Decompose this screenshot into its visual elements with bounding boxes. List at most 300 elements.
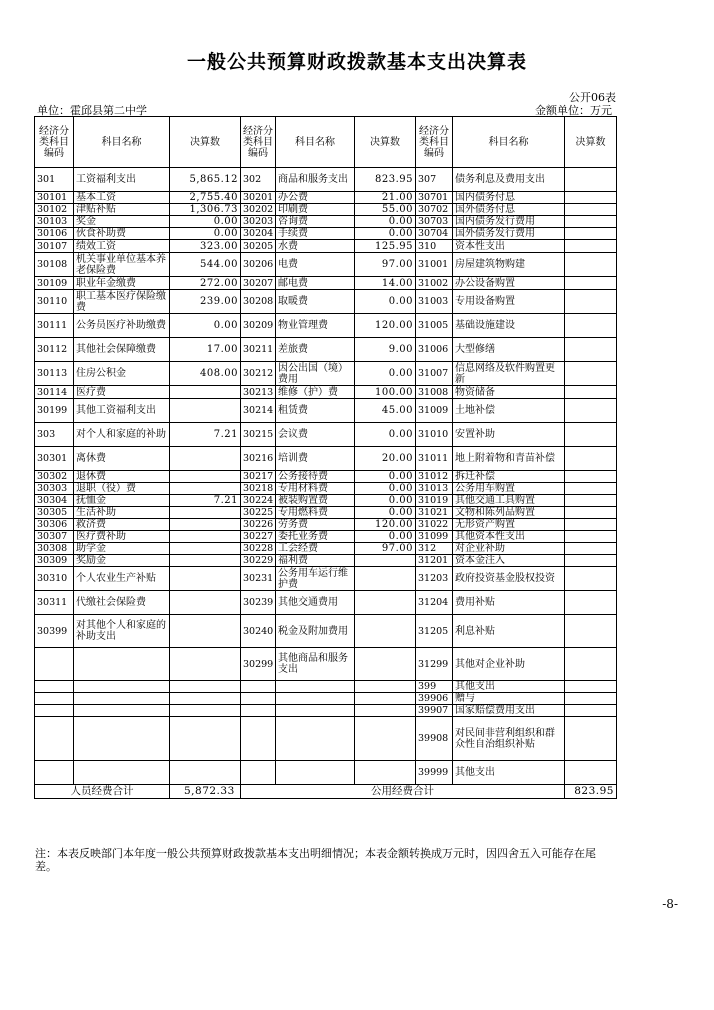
cell-code-3: 31011: [416, 447, 453, 471]
cell-name-2: [276, 693, 355, 705]
cell-name-2: 水费: [276, 240, 355, 253]
table-row: [35, 338, 617, 362]
cell-amount-3: [565, 228, 617, 240]
cell-code-2: 30203: [241, 216, 276, 228]
header-code-3: 经济分类科目编码: [416, 117, 453, 168]
cell-name-2: 劳务费: [276, 519, 355, 531]
cell-name-2: 物业管理费: [276, 314, 355, 338]
cell-name-2: 公务用车运行维护费: [276, 567, 355, 591]
cell-name-2: 其他交通费用: [276, 591, 355, 615]
cell-code-2: 30227: [241, 531, 276, 543]
cell-code-1: 30399: [35, 615, 74, 648]
header-code-1: 经济分类科目编码: [35, 117, 74, 168]
cell-amount-2: 100.00: [355, 386, 416, 399]
cell-name-3: 信息网络及软件购置更新: [453, 362, 565, 386]
cell-code-2: 30201: [241, 192, 276, 204]
cell-name-1: 对其他个人和家庭的补助支出: [74, 615, 170, 648]
cell-name-2: 税金及附加费用: [276, 615, 355, 648]
cell-amount-3: [565, 399, 617, 423]
cell-name-1: [74, 705, 170, 717]
cell-name-3: 其他交通工具购置: [453, 495, 565, 507]
cell-amount-3: [565, 314, 617, 338]
cell-code-2: 30226: [241, 519, 276, 531]
cell-amount-1: [170, 507, 241, 519]
cell-name-1: [74, 717, 170, 761]
cell-name-3: 费用补贴: [453, 591, 565, 615]
cell-code-1: 30308: [35, 543, 74, 555]
table-row: [35, 290, 617, 314]
cell-amount-3: [565, 555, 617, 567]
cell-code-1: 30108: [35, 253, 74, 277]
cell-name-3: 国家赔偿费用支出: [453, 705, 565, 717]
cell-name-1: 绩效工资: [74, 240, 170, 253]
cell-amount-1: 544.00: [170, 253, 241, 277]
cell-code-2: 30228: [241, 543, 276, 555]
cell-name-1: 退休费: [74, 471, 170, 483]
cell-amount-3: [565, 253, 617, 277]
cell-code-3: 31006: [416, 338, 453, 362]
cell-amount-3: [565, 693, 617, 705]
cell-amount-1: [170, 693, 241, 705]
cell-name-3: 其他支出: [453, 761, 565, 785]
table-row: [35, 717, 617, 761]
cell-amount-3: [565, 168, 617, 192]
cell-name-3: 国外债务发行费用: [453, 228, 565, 240]
cell-name-3: 其他支出: [453, 681, 565, 693]
cell-code-3: 31007: [416, 362, 453, 386]
cell-amount-1: [170, 483, 241, 495]
table-row: [35, 495, 617, 507]
cell-code-3: 30703: [416, 216, 453, 228]
table-row: [35, 240, 617, 253]
cell-code-1: 30112: [35, 338, 74, 362]
cell-name-1: 救济费: [74, 519, 170, 531]
cell-name-2: 其他商品和服务支出: [276, 648, 355, 681]
cell-name-2: 办公费: [276, 192, 355, 204]
cell-code-1: 30101: [35, 192, 74, 204]
cell-amount-3: [565, 277, 617, 290]
cell-name-1: 公务员医疗补助缴费: [74, 314, 170, 338]
cell-code-1: 30304: [35, 495, 74, 507]
cell-amount-1: 5,865.12: [170, 168, 241, 192]
cell-name-3: 对企业补助: [453, 543, 565, 555]
cell-code-3: 31012: [416, 471, 453, 483]
cell-code-2: 30211: [241, 338, 276, 362]
cell-code-1: [35, 761, 74, 785]
cell-name-1: 退职（役）费: [74, 483, 170, 495]
table-row: [35, 591, 617, 615]
cell-name-1: 助学金: [74, 543, 170, 555]
cell-name-3: 拆迁补偿: [453, 471, 565, 483]
cell-amount-3: [565, 591, 617, 615]
cell-amount-3: [565, 290, 617, 314]
cell-code-2: [241, 693, 276, 705]
cell-name-1: [74, 648, 170, 681]
cell-code-3: 31099: [416, 531, 453, 543]
table-row: [35, 192, 617, 204]
table-row: [35, 447, 617, 471]
cell-code-1: [35, 717, 74, 761]
cell-amount-3: [565, 531, 617, 543]
cell-code-3: 31009: [416, 399, 453, 423]
cell-code-1: [35, 681, 74, 693]
cell-code-2: 30213: [241, 386, 276, 399]
cell-code-2: 30229: [241, 555, 276, 567]
cell-code-3: 31021: [416, 507, 453, 519]
cell-name-3: 国外债务付息: [453, 204, 565, 216]
cell-code-2: 30225: [241, 507, 276, 519]
cell-amount-2: 0.00: [355, 228, 416, 240]
cell-amount-2: 0.00: [355, 290, 416, 314]
cell-amount-2: [355, 693, 416, 705]
table-row: [35, 228, 617, 240]
cell-amount-1: [170, 386, 241, 399]
cell-name-2: 差旅费: [276, 338, 355, 362]
cell-code-2: 30299: [241, 648, 276, 681]
cell-name-1: 代缴社会保险费: [74, 591, 170, 615]
cell-code-2: [241, 717, 276, 761]
cell-code-2: 30215: [241, 423, 276, 447]
cell-code-1: [35, 705, 74, 717]
cell-amount-2: [355, 648, 416, 681]
cell-code-2: 30209: [241, 314, 276, 338]
cell-amount-2: 20.00: [355, 447, 416, 471]
public-total-label: 公用经费合计: [241, 785, 565, 799]
cell-code-1: 30309: [35, 555, 74, 567]
cell-name-1: [74, 693, 170, 705]
cell-name-1: 医疗费: [74, 386, 170, 399]
cell-name-2: 印刷费: [276, 204, 355, 216]
cell-name-1: 其他社会保障缴费: [74, 338, 170, 362]
cell-name-1: 机关事业单位基本养老保险费: [74, 253, 170, 277]
cell-name-3: 无形资产购置: [453, 519, 565, 531]
cell-name-2: 商品和服务支出: [276, 168, 355, 192]
cell-amount-1: [170, 531, 241, 543]
form-number: 公开06表: [569, 91, 616, 104]
cell-amount-3: [565, 761, 617, 785]
table-row: [35, 705, 617, 717]
cell-code-2: 30239: [241, 591, 276, 615]
cell-amount-2: 55.00: [355, 204, 416, 216]
cell-name-3: 基础设施建设: [453, 314, 565, 338]
cell-code-1: 30113: [35, 362, 74, 386]
footnote: 注：本表反映部门本年度一般公共预算财政拨款基本支出明细情况；本表金额转换成万元时，因四舍五入可能存在尾差。: [35, 847, 596, 873]
table-row: [35, 314, 617, 338]
cell-name-3: 土地补偿: [453, 399, 565, 423]
cell-code-3: 31203: [416, 567, 453, 591]
cell-amount-1: 2,755.40: [170, 192, 241, 204]
table-row: [35, 519, 617, 531]
cell-name-1: 奖金: [74, 216, 170, 228]
cell-amount-3: [565, 240, 617, 253]
cell-code-3: 31002: [416, 277, 453, 290]
table-row: [35, 386, 617, 399]
cell-name-3: 政府投资基金股权投资: [453, 567, 565, 591]
cell-name-1: 医疗费补助: [74, 531, 170, 543]
cell-name-2: 公务接待费: [276, 471, 355, 483]
cell-amount-3: [565, 447, 617, 471]
cell-code-1: 30103: [35, 216, 74, 228]
cell-code-2: [241, 681, 276, 693]
cell-amount-3: [565, 543, 617, 555]
cell-amount-1: [170, 648, 241, 681]
cell-name-3: 资本金注入: [453, 555, 565, 567]
cell-amount-1: [170, 519, 241, 531]
cell-name-3: 国内债务付息: [453, 192, 565, 204]
cell-name-3: 办公设备购置: [453, 277, 565, 290]
cell-code-1: 30307: [35, 531, 74, 543]
cell-name-3: 债务利息及费用支出: [453, 168, 565, 192]
cell-amount-3: [565, 705, 617, 717]
cell-amount-1: 0.00: [170, 216, 241, 228]
cell-code-3: 39906: [416, 693, 453, 705]
cell-code-3: 312: [416, 543, 453, 555]
cell-name-3: 专用设备购置: [453, 290, 565, 314]
table-row: [35, 204, 617, 216]
cell-code-1: 30303: [35, 483, 74, 495]
cell-code-3: 310: [416, 240, 453, 253]
cell-amount-2: [355, 681, 416, 693]
table-row: [35, 693, 617, 705]
cell-name-3: 国内债务发行费用: [453, 216, 565, 228]
cell-name-1: 津贴补贴: [74, 204, 170, 216]
cell-code-3: 31205: [416, 615, 453, 648]
cell-amount-1: 0.00: [170, 314, 241, 338]
cell-code-3: 30704: [416, 228, 453, 240]
cell-code-3: 31299: [416, 648, 453, 681]
cell-code-2: [241, 705, 276, 717]
cell-name-2: 租赁费: [276, 399, 355, 423]
cell-name-2: 培训费: [276, 447, 355, 471]
cell-name-2: [276, 705, 355, 717]
cell-amount-2: [355, 555, 416, 567]
cell-amount-2: 0.00: [355, 507, 416, 519]
cell-name-1: 其他工资福利支出: [74, 399, 170, 423]
cell-amount-1: 7.21: [170, 495, 241, 507]
cell-name-1: 离休费: [74, 447, 170, 471]
cell-amount-2: 97.00: [355, 253, 416, 277]
cell-amount-1: [170, 471, 241, 483]
table-header-row: [35, 117, 617, 168]
cell-amount-3: [565, 471, 617, 483]
cell-name-2: [276, 717, 355, 761]
cell-amount-1: [170, 717, 241, 761]
cell-amount-3: [565, 338, 617, 362]
table-row: [35, 648, 617, 681]
cell-amount-1: [170, 567, 241, 591]
cell-code-2: [241, 761, 276, 785]
cell-code-3: 31005: [416, 314, 453, 338]
cell-amount-3: [565, 615, 617, 648]
cell-code-3: 39999: [416, 761, 453, 785]
cell-amount-1: [170, 399, 241, 423]
cell-name-3: 其他资本性支出: [453, 531, 565, 543]
cell-name-3: 文物和陈列品购置: [453, 507, 565, 519]
cell-amount-1: [170, 705, 241, 717]
cell-code-1: 301: [35, 168, 74, 192]
cell-amount-3: [565, 204, 617, 216]
public-total-value: 823.95: [565, 785, 617, 799]
cell-name-2: 会议费: [276, 423, 355, 447]
cell-name-1: 工资福利支出: [74, 168, 170, 192]
cell-code-3: 39908: [416, 717, 453, 761]
header-amount-2: 决算数: [355, 117, 416, 168]
cell-code-2: 302: [241, 168, 276, 192]
cell-name-1: [74, 681, 170, 693]
cell-amount-1: [170, 615, 241, 648]
cell-amount-2: [355, 567, 416, 591]
cell-name-2: [276, 761, 355, 785]
table-row: [35, 761, 617, 785]
cell-name-3: 资本性支出: [453, 240, 565, 253]
cell-amount-1: [170, 761, 241, 785]
cell-amount-2: 120.00: [355, 519, 416, 531]
cell-name-3: 对民间非营利组织和群众性自治组织补贴: [453, 717, 565, 761]
cell-code-3: 31008: [416, 386, 453, 399]
cell-amount-3: [565, 362, 617, 386]
cell-name-2: 咨询费: [276, 216, 355, 228]
cell-code-3: 30702: [416, 204, 453, 216]
cell-code-3: 39907: [416, 705, 453, 717]
header-name-1: 科目名称: [74, 117, 170, 168]
cell-amount-1: 272.00: [170, 277, 241, 290]
table-row: [35, 253, 617, 277]
cell-amount-2: 9.00: [355, 338, 416, 362]
cell-amount-1: 7.21: [170, 423, 241, 447]
cell-name-3: 物资储备: [453, 386, 565, 399]
cell-code-3: 31003: [416, 290, 453, 314]
cell-amount-2: 0.00: [355, 216, 416, 228]
cell-amount-2: 97.00: [355, 543, 416, 555]
header-name-2: 科目名称: [276, 117, 355, 168]
cell-amount-2: 0.00: [355, 531, 416, 543]
totals-row: [35, 785, 617, 799]
cell-code-1: 30310: [35, 567, 74, 591]
cell-code-2: 30218: [241, 483, 276, 495]
cell-code-1: 30305: [35, 507, 74, 519]
reporting-unit: 单位：霍邱县第二中学: [37, 104, 147, 117]
table-row: [35, 681, 617, 693]
cell-amount-3: [565, 483, 617, 495]
cell-code-1: 30107: [35, 240, 74, 253]
cell-amount-3: [565, 507, 617, 519]
cell-code-1: [35, 648, 74, 681]
cell-name-2: 电费: [276, 253, 355, 277]
header-amount-1: 决算数: [170, 117, 241, 168]
cell-name-1: 住房公积金: [74, 362, 170, 386]
table-row: [35, 471, 617, 483]
cell-code-3: 399: [416, 681, 453, 693]
cell-name-2: 专用材料费: [276, 483, 355, 495]
cell-name-1: 生活补助: [74, 507, 170, 519]
cell-code-3: 31010: [416, 423, 453, 447]
cell-amount-2: 14.00: [355, 277, 416, 290]
personnel-total-value: 5,872.33: [170, 785, 241, 799]
cell-code-2: 30240: [241, 615, 276, 648]
table-row: [35, 567, 617, 591]
cell-name-3: 安置补助: [453, 423, 565, 447]
table-row: [35, 168, 617, 192]
cell-name-2: 福利费: [276, 555, 355, 567]
cell-code-1: 30302: [35, 471, 74, 483]
table-row: [35, 531, 617, 543]
header-code-2: 经济分类科目编码: [241, 117, 276, 168]
table-row: [35, 216, 617, 228]
cell-name-3: 大型修缮: [453, 338, 565, 362]
cell-amount-2: 21.00: [355, 192, 416, 204]
cell-amount-1: 1,306.73: [170, 204, 241, 216]
cell-name-2: 邮电费: [276, 277, 355, 290]
cell-amount-2: 0.00: [355, 483, 416, 495]
cell-amount-1: [170, 543, 241, 555]
cell-name-2: 被装购置费: [276, 495, 355, 507]
cell-amount-3: [565, 192, 617, 204]
cell-amount-2: 823.95: [355, 168, 416, 192]
cell-amount-2: 0.00: [355, 495, 416, 507]
cell-amount-1: [170, 447, 241, 471]
cell-code-1: [35, 693, 74, 705]
table-row: [35, 615, 617, 648]
cell-code-1: 30109: [35, 277, 74, 290]
cell-code-2: 30214: [241, 399, 276, 423]
cell-name-1: 个人农业生产补贴: [74, 567, 170, 591]
table-row: [35, 483, 617, 495]
personnel-total-label: 人员经费合计: [35, 785, 170, 799]
cell-code-1: 30102: [35, 204, 74, 216]
cell-code-2: 30231: [241, 567, 276, 591]
cell-code-3: 31013: [416, 483, 453, 495]
cell-amount-1: 239.00: [170, 290, 241, 314]
cell-code-2: 30206: [241, 253, 276, 277]
page-number: -8-: [662, 897, 678, 911]
cell-amount-2: 0.00: [355, 471, 416, 483]
table-row: [35, 555, 617, 567]
cell-code-3: 31022: [416, 519, 453, 531]
cell-amount-3: [565, 717, 617, 761]
header-amount-3: 决算数: [565, 117, 617, 168]
cell-name-3: 房屋建筑物购建: [453, 253, 565, 277]
cell-code-3: 307: [416, 168, 453, 192]
cell-amount-3: [565, 648, 617, 681]
cell-code-2: 30205: [241, 240, 276, 253]
cell-amount-1: [170, 591, 241, 615]
cell-amount-3: [565, 386, 617, 399]
cell-amount-1: 0.00: [170, 228, 241, 240]
table-row: [35, 399, 617, 423]
cell-code-1: 30110: [35, 290, 74, 314]
cell-amount-1: [170, 681, 241, 693]
cell-name-1: 奖励金: [74, 555, 170, 567]
cell-name-3: 公务用车购置: [453, 483, 565, 495]
cell-amount-3: [565, 681, 617, 693]
cell-amount-2: 120.00: [355, 314, 416, 338]
cell-amount-2: [355, 615, 416, 648]
cell-amount-3: [565, 519, 617, 531]
page-title: 一般公共预算财政拨款基本支出决算表: [186, 51, 527, 73]
cell-code-2: 30224: [241, 495, 276, 507]
cell-code-2: 30207: [241, 277, 276, 290]
header-name-3: 科目名称: [453, 117, 565, 168]
cell-name-3: 其他对企业补助: [453, 648, 565, 681]
cell-code-3: 31201: [416, 555, 453, 567]
amount-unit: 金额单位：万元: [535, 104, 612, 117]
cell-code-1: 30114: [35, 386, 74, 399]
cell-code-3: 31204: [416, 591, 453, 615]
cell-amount-3: [565, 495, 617, 507]
cell-name-2: 工会经费: [276, 543, 355, 555]
cell-code-2: 30202: [241, 204, 276, 216]
cell-name-3: 地上附着物和青苗补偿: [453, 447, 565, 471]
